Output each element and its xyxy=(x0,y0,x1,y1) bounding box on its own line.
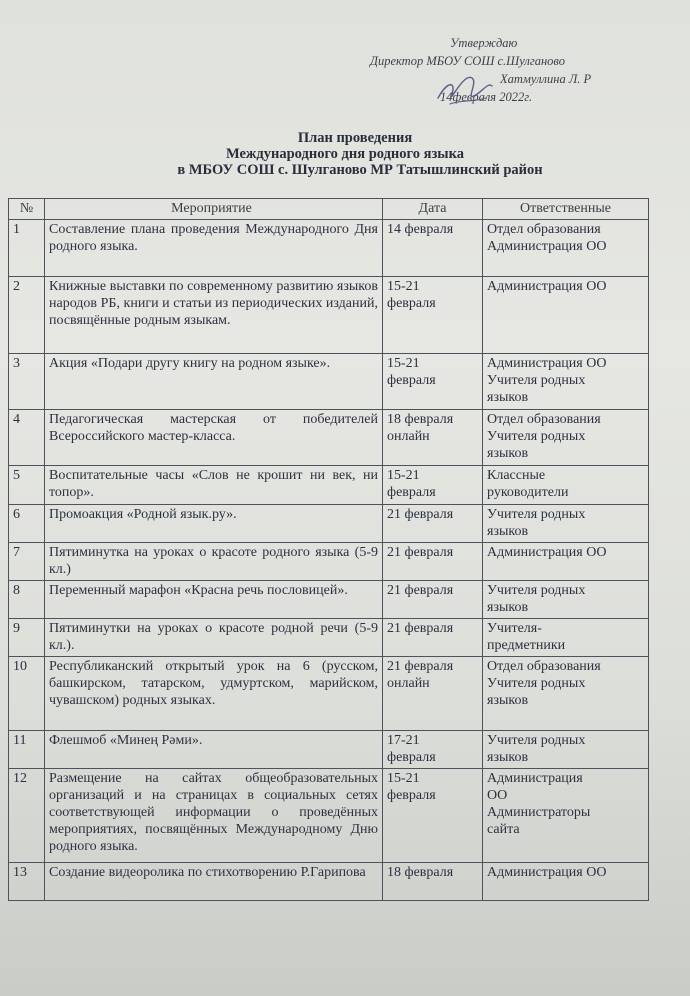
table-row xyxy=(9,505,649,543)
row-responsible: Администрация ОО xyxy=(483,863,649,901)
table-row xyxy=(9,466,649,505)
table-row xyxy=(9,769,649,863)
row-num: 3 xyxy=(9,354,45,410)
events-table xyxy=(8,198,649,901)
heading-line-3: в МБОУ СОШ с. Шулганово МР Татышлинский район xyxy=(177,162,543,178)
row-num: 2 xyxy=(9,277,45,354)
row-num: 7 xyxy=(9,543,45,581)
row-event: Педагогическая мастерская от победителей Всероссийского мастер-класса. xyxy=(45,410,383,466)
row-date: 17-21 февраля xyxy=(383,731,483,769)
approval-position: Директор МБОУ СОШ с.Шулганово xyxy=(370,54,565,68)
table-row xyxy=(9,543,649,581)
row-event: Республиканский открытый урок на 6 (русском, башкирском, татарском, удмуртском, марийском, чувашском) родных языках. xyxy=(45,657,383,731)
row-num: 5 xyxy=(9,466,45,505)
row-event: Акция «Подари другу книгу на родном языке». xyxy=(45,354,383,410)
table-row xyxy=(9,410,649,466)
row-num: 13 xyxy=(9,863,45,901)
header-event: Мероприятие xyxy=(45,199,383,220)
row-event: Переменный марафон «Красна речь пословицей». xyxy=(45,581,383,619)
document-heading xyxy=(0,130,690,178)
table-row xyxy=(9,220,649,277)
table-row xyxy=(9,863,649,901)
row-date: 15-21 февраля xyxy=(383,277,483,354)
row-responsible: Администрация ОО Администраторы сайта xyxy=(483,769,649,863)
row-responsible: Администрация ОО Учителя родных языков xyxy=(483,354,649,410)
row-date: 18 февраля xyxy=(383,863,483,901)
header-responsible: Ответственные xyxy=(483,199,649,220)
approval-name: Хатмуллина Л. Р xyxy=(500,72,592,86)
row-date: 15-21 февраля xyxy=(383,769,483,863)
row-num: 6 xyxy=(9,505,45,543)
row-event: Создание видеоролика по стихотворению Р.Гарипова xyxy=(45,863,383,901)
row-responsible: Учителя- предметники xyxy=(483,619,649,657)
table-row xyxy=(9,354,649,410)
row-responsible: Администрация ОО xyxy=(483,277,649,354)
heading-line-2: Международного дня родного языка xyxy=(225,146,465,162)
row-responsible: Отдел образования Администрация ОО xyxy=(483,220,649,277)
row-event: Воспитательные часы «Слов не крошит ни век, ни топор». xyxy=(45,466,383,505)
row-num: 4 xyxy=(9,410,45,466)
approval-block xyxy=(360,34,660,106)
table-row xyxy=(9,619,649,657)
table-row xyxy=(9,277,649,354)
row-date: 21 февраля xyxy=(383,505,483,543)
row-date: 18 февраля онлайн xyxy=(383,410,483,466)
row-event: Пятиминутки на уроках о красоте родной речи (5-9 кл.). xyxy=(45,619,383,657)
row-responsible: Учителя родных языков xyxy=(483,581,649,619)
table-row xyxy=(9,731,649,769)
row-event: Составление плана проведения Международного Дня родного языка. xyxy=(45,220,383,277)
header-date: Дата xyxy=(383,199,483,220)
row-num: 12 xyxy=(9,769,45,863)
row-event: Промоакция «Родной язык.ру». xyxy=(45,505,383,543)
row-event: Размещение на сайтах общеобразовательных организаций и на страницах в социальных сетях соответствующей информации о проведённых мероприятиях, посвящённых Международному Дню родного языка. xyxy=(45,769,383,863)
row-responsible: Отдел образования Учителя родных языков xyxy=(483,410,649,466)
table-row xyxy=(9,581,649,619)
row-date: 14 февраля xyxy=(383,220,483,277)
row-num: 1 xyxy=(9,220,45,277)
row-num: 11 xyxy=(9,731,45,769)
row-responsible: Классные руководители xyxy=(483,466,649,505)
row-event: Флешмоб «Минең Рәми». xyxy=(45,731,383,769)
row-num: 8 xyxy=(9,581,45,619)
row-date: 15-21 февраля xyxy=(383,466,483,505)
row-date: 21 февраля xyxy=(383,619,483,657)
row-event: Книжные выставки по современному развитию языков народов РБ, книги и статьи из периодических изданий, посвящённые родным языкам. xyxy=(45,277,383,354)
table-row xyxy=(9,657,649,731)
approval-date: 14февраля 2022г. xyxy=(440,90,533,104)
row-date: 15-21 февраля xyxy=(383,354,483,410)
heading-line-1: План проведения xyxy=(297,130,413,146)
row-responsible: Отдел образования Учителя родных языков xyxy=(483,657,649,731)
row-date: 21 февраля онлайн xyxy=(383,657,483,731)
table-header-row xyxy=(9,199,649,220)
row-num: 10 xyxy=(9,657,45,731)
header-num: № xyxy=(9,199,45,220)
signature-image xyxy=(430,60,500,120)
row-responsible: Учителя родных языков xyxy=(483,731,649,769)
row-date: 21 февраля xyxy=(383,543,483,581)
row-responsible: Администрация ОО xyxy=(483,543,649,581)
row-event: Пятиминутка на уроках о красоте родного языка (5-9 кл.) xyxy=(45,543,383,581)
row-num: 9 xyxy=(9,619,45,657)
row-responsible: Учителя родных языков xyxy=(483,505,649,543)
approval-title: Утверждаю xyxy=(450,36,518,50)
row-date: 21 февраля xyxy=(383,581,483,619)
